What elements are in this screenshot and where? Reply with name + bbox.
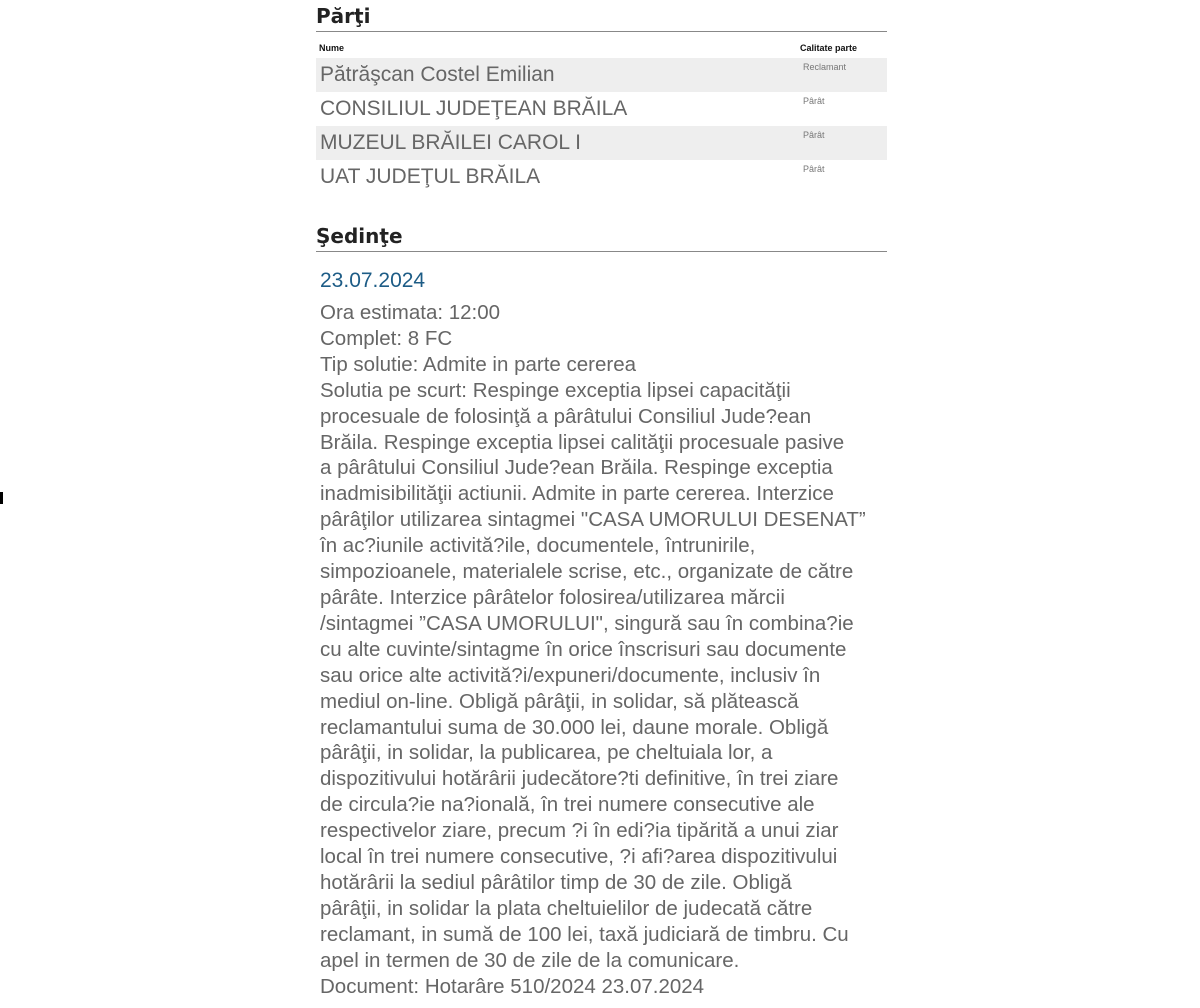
parties-table-header xyxy=(316,32,887,58)
solution-summary-line: local în trei numere consecutive, ?i afi?area dispozitivului xyxy=(320,845,838,869)
solution-summary-line: inadmisibilităţii actiunii. Admite in parte cererea. Interzice xyxy=(320,482,834,506)
solution-summary-line: de circula?ie na?ională, în trei numere consecutive ale xyxy=(320,793,815,817)
hearing-document: Document: Hotarâre 510/2024 23.07.2024 xyxy=(320,974,705,998)
party-role: Pârât xyxy=(803,96,825,106)
hearing-estimated-time: Ora estimata: 12:00 xyxy=(320,301,501,324)
table-row xyxy=(316,160,887,194)
text-cursor-mark xyxy=(0,492,3,504)
party-name: MUZEUL BRĂILEI CAROL I xyxy=(320,131,582,154)
case-details xyxy=(316,0,887,999)
solution-summary-line: simpozioanele, materialele scrise, etc., organizate de către xyxy=(320,560,854,584)
solution-summary-line: pârâţii, in solidar, la publicarea, pe cheltuiala lor, a xyxy=(320,741,773,765)
table-row xyxy=(316,92,887,126)
solution-summary-line: pârâţii, in solidar la plata cheltuielilor de judecată către xyxy=(320,896,813,920)
hearings-section xyxy=(316,220,887,999)
party-role: Reclamant xyxy=(803,62,847,72)
party-role: Pârât xyxy=(803,130,825,140)
parties-table xyxy=(316,32,887,194)
solution-summary-line: dispozitivului hotărârii judecătore?ti definitive, în trei ziare xyxy=(320,767,839,791)
solution-summary-line: Brăila. Respinge exceptia lipsei calităţii procesuale pasive xyxy=(320,430,845,454)
solution-summary-line: în ac?iunile activită?ile, documentele, întrunirile, xyxy=(320,534,756,558)
solution-summary-line: Solutia pe scurt: Respinge exceptia lipsei capacităţii xyxy=(320,378,791,402)
party-name: UAT JUDEŢUL BRĂILA xyxy=(320,165,541,188)
parties-section xyxy=(316,0,887,194)
solution-summary-line: apel in termen de 30 de zile de la comunicare. xyxy=(320,948,740,972)
solution-summary-line: sau orice alte activită?i/expuneri/documente, inclusiv în xyxy=(320,663,821,687)
hearing-solution-type: Tip solutie: Admite in parte cererea xyxy=(320,352,637,376)
party-name: Pătrăşcan Costel Emilian xyxy=(320,63,555,86)
parties-title: Părţi xyxy=(316,0,887,32)
hearing-details xyxy=(320,300,883,999)
column-header-role: Calitate parte xyxy=(800,43,858,53)
party-name: CONSILIUL JUDEŢEAN BRĂILA xyxy=(320,97,628,120)
solution-summary-line: hotărârii la sediul pârâtilor timp de 30 de zile. Obligă xyxy=(320,870,792,894)
solution-summary-line: respectivelor ziare, precum ?i în edi?ia tipărită a unui ziar xyxy=(320,819,839,843)
solution-summary-line: pârâte. Interzice pârâtelor folosirea/utilizarea mărcii xyxy=(320,585,785,609)
section-spacer xyxy=(316,194,887,220)
solution-summary-line: /sintagmei ”CASA UMORULUI", singură sau în combina?ie xyxy=(320,611,854,635)
solution-summary-line: reclamantului suma de 30.000 lei, daune morale. Obligă xyxy=(320,715,829,739)
hearing-panel: Complet: 8 FC xyxy=(320,326,453,350)
solution-summary-line: pârâţilor utilizarea sintagmei "CASA UMORULUI DESENAT” xyxy=(320,508,866,532)
hearings-title: Şedinţe xyxy=(316,220,887,252)
column-header-name: Nume xyxy=(319,43,345,53)
solution-summary-line: mediul on-line. Obligă pârâţii, in solidar, să plătească xyxy=(320,689,799,713)
solution-summary-line: a pârâtului Consiliul Jude?ean Brăila. Respinge exceptia xyxy=(320,456,833,480)
party-role: Pârât xyxy=(803,164,825,174)
hearing-date: 23.07.2024 xyxy=(320,269,426,292)
solution-summary-line: cu alte cuvinte/sintagme în orice înscrisuri sau documente xyxy=(320,637,847,661)
solution-summary-line: procesuale de folosinţă a pârâtului Consiliul Jude?ean xyxy=(320,404,812,428)
table-row xyxy=(316,126,887,160)
table-row xyxy=(316,58,887,92)
solution-summary-line: reclamant, in sumă de 100 lei, taxă judiciară de timbru. Cu xyxy=(320,922,849,946)
